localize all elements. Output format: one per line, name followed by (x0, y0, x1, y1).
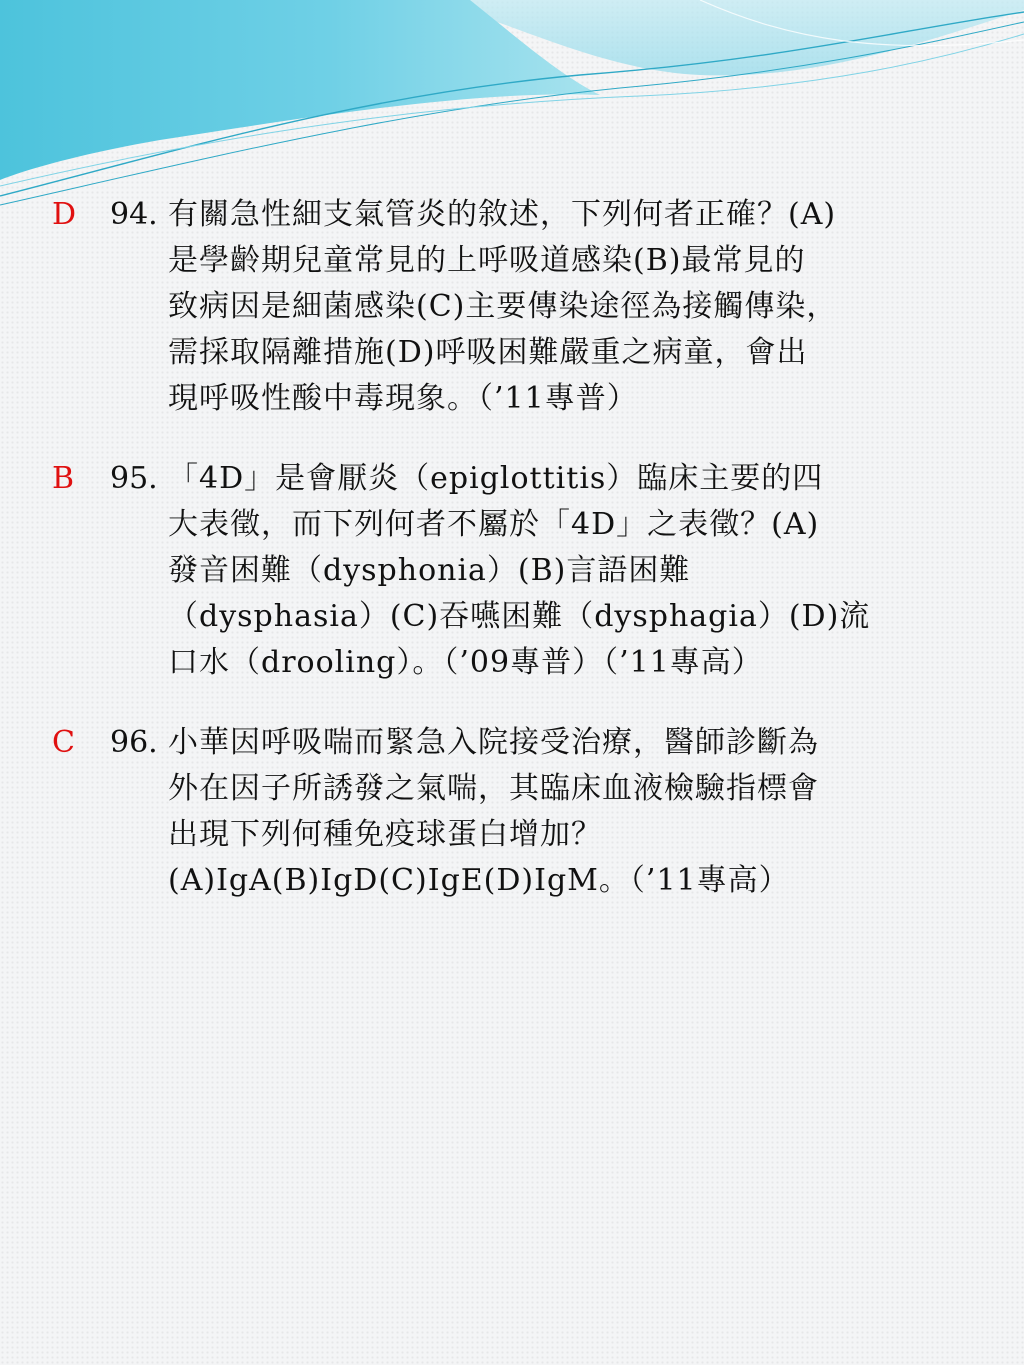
question-text (168, 720, 968, 904)
answer-key: B (52, 461, 75, 496)
header-wave-decoration (0, 0, 1024, 215)
question-number: 94. (110, 197, 158, 232)
question-line: 大表徵，而下列何者不屬於「4D」之表徵？(A) (168, 507, 820, 542)
question-list (0, 192, 1024, 938)
question-line: 外在因子所誘發之氣喘，其臨床血液檢驗指標會 (168, 771, 819, 806)
answer-key: C (52, 725, 75, 760)
question-number: 96. (110, 725, 158, 760)
question-line: 致病因是細菌感染(C)主要傳染途徑為接觸傳染， (168, 289, 838, 324)
question-line: 有關急性細支氣管炎的敘述，下列何者正確？(A) (168, 197, 837, 232)
question-text (168, 456, 968, 686)
question-line: 發音困難（dysphonia）(B)言語困難 (168, 553, 691, 588)
question-line: 出現下列何種免疫球蛋白增加？ (168, 817, 602, 852)
question-line: （dysphasia）(C)吞嚥困難（dysphagia）(D)流 (168, 599, 871, 634)
answer-key: D (52, 197, 77, 232)
question-line: 「4D」是會厭炎（epiglottitis）臨床主要的四 (168, 461, 824, 496)
question-line: 是學齡期兒童常見的上呼吸道感染(B)最常見的 (168, 243, 806, 278)
question-number: 95. (110, 461, 158, 496)
question-item-94 (0, 192, 1024, 422)
question-item-95 (0, 456, 1024, 686)
question-item-96 (0, 720, 1024, 904)
question-line: 現呼吸性酸中毒現象。（’11專普） (168, 381, 638, 416)
question-line: 需採取隔離措施(D)呼吸困難嚴重之病童，會出 (168, 335, 808, 370)
question-line: 口水（drooling）。（’09專普）（’11專高） (168, 645, 763, 680)
question-line: 小華因呼吸喘而緊急入院接受治療，醫師診斷為 (168, 725, 819, 760)
question-line: (A)IgA(B)IgD(C)IgE(D)IgM。（’11專高） (168, 863, 790, 898)
question-text (168, 192, 968, 422)
